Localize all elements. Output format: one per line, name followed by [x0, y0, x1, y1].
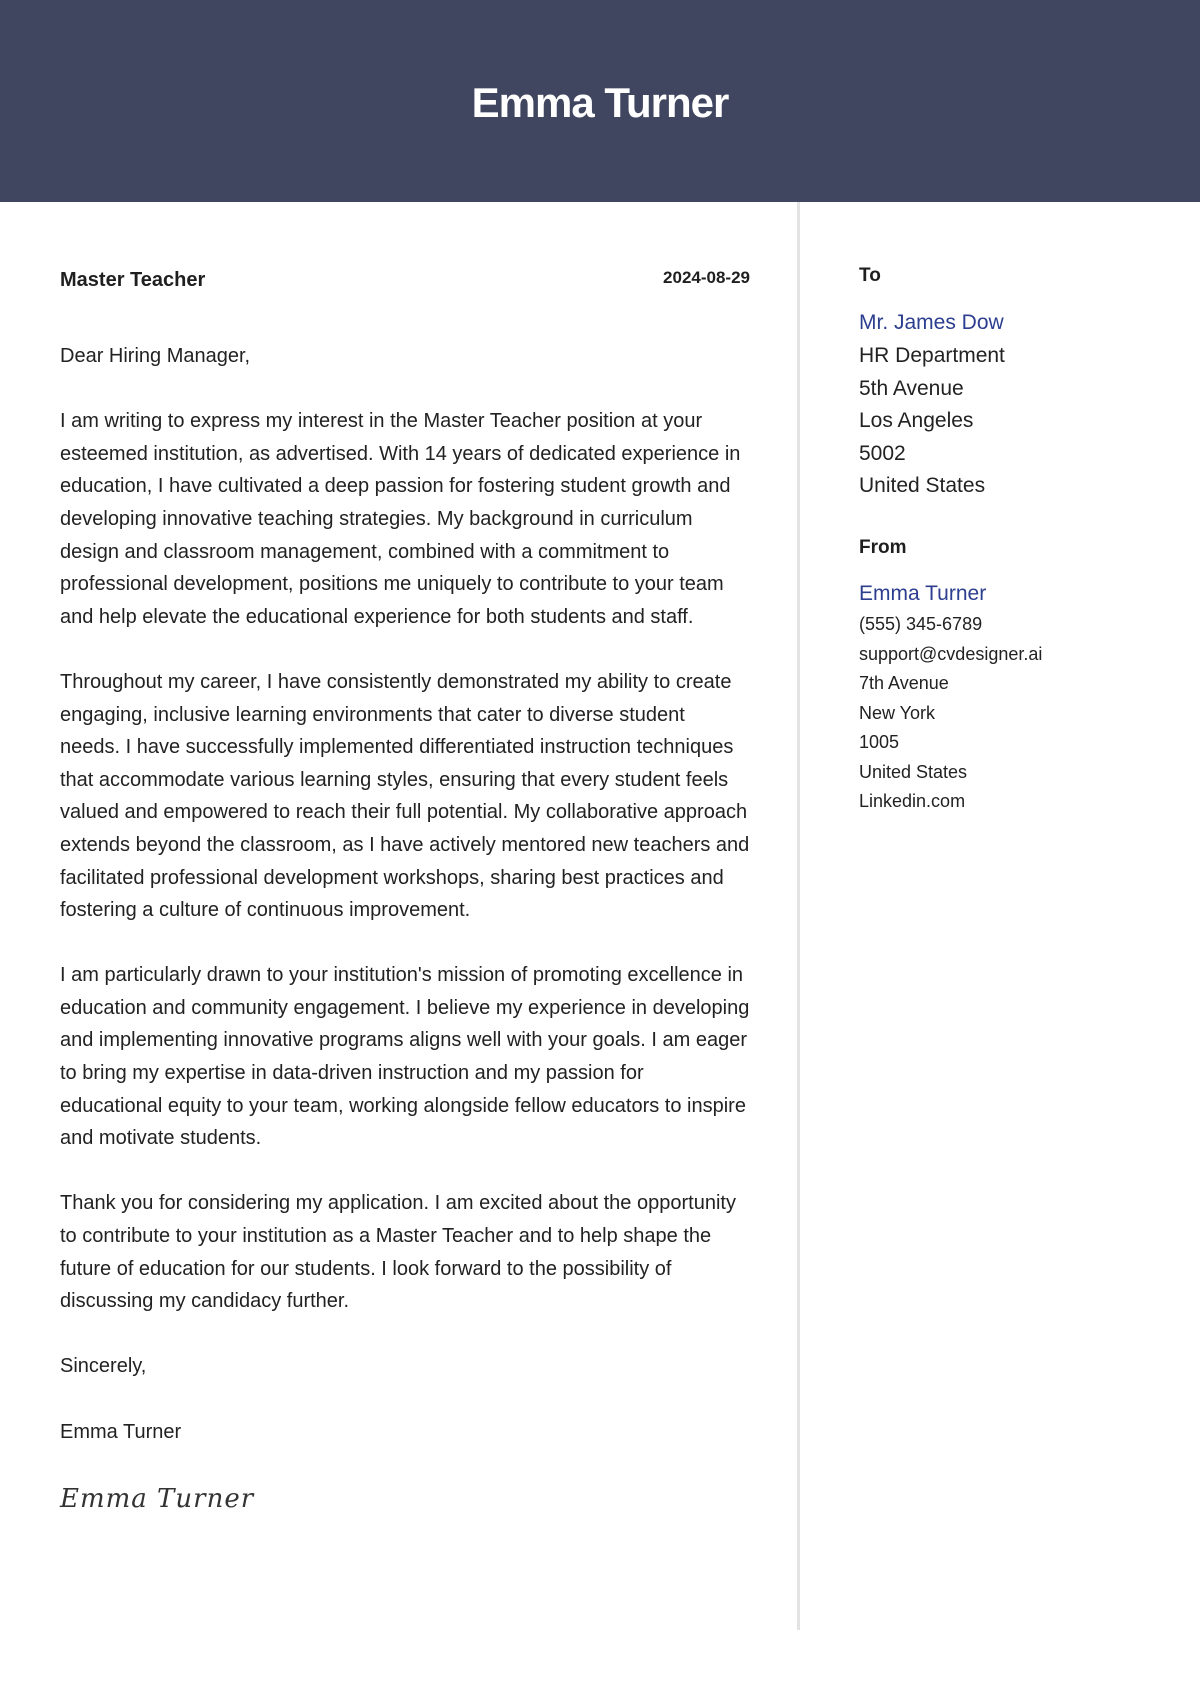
closing-phrase: Sincerely,	[60, 1355, 147, 1378]
recipient-zip: 5002	[859, 441, 906, 465]
sender-contact	[859, 610, 1042, 817]
sender-city: New York	[859, 702, 936, 723]
letter-paragraph-2: Throughout my career, I have consistently demonstrated my ability to create engaging, inclusive learning environments that cater to diverse student needs. I have successfully implemented differentiated instruction techniques that accommodate various learning styles, ensuring that every student feels valued and empowered to reach their full potential. My collaborative approach extends beyond the classroom, as I have actively mentored new teachers and facilitated professional development workshops, sharing best practices and fostering a culture of continuous improvement.	[60, 670, 750, 922]
closing-name: Emma Turner	[60, 1420, 182, 1443]
sender-country: United States	[859, 761, 968, 782]
header-banner	[0, 0, 1200, 202]
job-title: Master Teacher	[60, 269, 206, 291]
handwritten-signature: Emma Turner	[60, 1483, 255, 1514]
recipient-city: Los Angeles	[859, 409, 974, 432]
recipient-department: HR Department	[859, 344, 1005, 367]
letter-paragraph-1: I am writing to express my interest in the Master Teacher position at your esteemed institution, as advertised. With 14 years of dedicated experience in education, I have cultivated a deep passion for fostering student growth and developing innovative teaching strategies. My background in curriculum design and classroom management, combined with a commitment to professional development, positions me uniquely to contribute to your team and help elevate the educational experience for both students and staff.	[60, 410, 741, 628]
sender-street: 7th Avenue	[859, 673, 949, 693]
column-divider	[797, 202, 800, 1630]
letter-paragraph-3: I am particularly drawn to your institution's mission of promoting excellence in education and community engagement. I believe my experience in developing and implementing innovative programs aligns well with your goals. I am eager to bring my expertise in data-driven instruction and my passion for educational equity to your team, working alongside fellow educators to inspire and motivate students.	[60, 964, 750, 1150]
recipient-street: 5th Avenue	[859, 376, 964, 400]
sender-zip: 1005	[859, 732, 900, 752]
sender-website: Linkedin.com	[859, 791, 966, 811]
from-heading: From	[859, 537, 907, 558]
salutation: Dear Hiring Manager,	[60, 345, 251, 367]
sender-phone: (555) 345-6789	[859, 614, 983, 634]
to-heading: To	[859, 265, 881, 286]
recipient-address	[859, 340, 1005, 503]
letter-paragraph-4: Thank you for considering my application. I am excited about the opportunity to contribute to your institution as a Master Teacher and to help shape the future of education for our students. I look forward to the possibility of discussing my candidacy further.	[60, 1192, 736, 1313]
sender-email: support@cvdesigner.ai	[859, 643, 1043, 664]
applicant-name-heading: Emma Turner	[471, 79, 729, 126]
recipient-country: United States	[859, 474, 986, 497]
letter-date: 2024-08-29	[663, 268, 750, 287]
letter-text	[60, 340, 750, 1517]
sender-name: Emma Turner	[859, 582, 987, 605]
recipient-name: Mr. James Dow	[859, 311, 1004, 334]
